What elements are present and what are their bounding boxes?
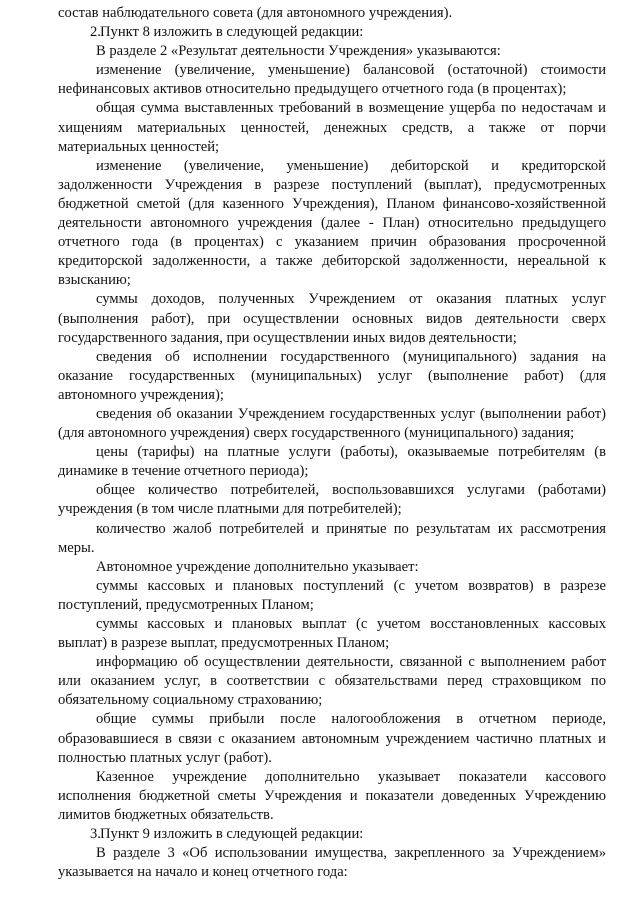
paragraph: общие суммы прибыли после налогообложения в отчетном периоде, образовавшиеся в связи с оказанием автономным учреждением частично платных и полностью платных услуг (работ).: [58, 711, 606, 766]
paragraph: общее количество потребителей, воспользовавшихся услугами (работами) учреждения (в том числе платными для потребителей);: [58, 482, 606, 518]
item-number: 3.: [90, 826, 101, 843]
paragraph: Автономное учреждение дополнительно указывает:: [96, 558, 419, 575]
paragraph: изменение (увеличение, уменьшение) балансовой (остаточной) стоимости нефинансовых активов относительно предыдущего отчетного года (в процентах);: [58, 62, 606, 98]
paragraph: суммы кассовых и плановых поступлений (с учетом возвратов) в разрезе поступлений, предусмотренных Планом;: [58, 577, 606, 613]
paragraph: информацию об осуществлении деятельности, связанной с выполнением работ или оказанием услуг, в соответствии с обязательствами перед страховщиком по обязательному социальному страхованию;: [58, 654, 606, 709]
item-number: 2.: [90, 24, 101, 41]
paragraph: общая сумма выставленных требований в возмещение ущерба по недостачам и хищениям материальных ценностей, денежных средств, а также от порчи материальных ценностей;: [58, 100, 606, 155]
paragraph: В разделе 3 «Об использовании имущества, закрепленного за Учреждением» указывается на начало и конец отчетного года:: [58, 845, 606, 881]
paragraph: В разделе 2 «Результат деятельности Учреждения» указываются:: [96, 43, 501, 60]
paragraph: сведения об исполнении государственного (муниципального) задания на оказание государственных (муниципальных) услуг (выполнение работ) (для автономного учреждения);: [58, 348, 606, 403]
numbered-item-3: [58, 825, 606, 844]
paragraph: количество жалоб потребителей и принятые по результатам их рассмотрения меры.: [58, 520, 606, 556]
paragraph: Казенное учреждение дополнительно указывает показатели кассового исполнения бюджетной сметы Учреждения и показатели доведенных Учреждению лимитов бюджетных обязательств.: [58, 768, 606, 823]
paragraph: суммы доходов, полученных Учреждением от оказания платных услуг (выполнения работ), при осуществлении основных видов деятельности сверх государственного задания, при осуществлении иных видов деятельности;: [58, 291, 606, 346]
paragraph: суммы кассовых и плановых выплат (с учетом восстановленных кассовых выплат) в разрезе выплат, предусмотренных Планом;: [58, 616, 606, 652]
paragraph: цены (тарифы) на платные услуги (работы), оказываемые потребителям (в динамике в течение отчетного периода);: [58, 444, 606, 480]
paragraph: сведения об оказании Учреждением государственных услуг (выполнении работ) (для автономного учреждения) сверх государственного (муниципального) задания;: [58, 405, 606, 442]
paragraph-continuation: состав наблюдательного совета (для автономного учреждения).: [58, 5, 453, 21]
item-text: Пункт 8 изложить в следующей редакции:: [100, 24, 364, 41]
paragraph: изменение (увеличение, уменьшение) дебиторской и кредиторской задолженности Учреждения в разрезе поступлений (выплат), предусмотренных бюджетной сметой (для казенного Учреждения), Планом финансово-хозяйственной деятельности автономного учреждения (далее - План) относительно предыдущего отчетного года (в процентах) с указанием причин образования просроченной кредиторской задолженности, а также дебиторской задолженности, нереальной к взысканию;: [58, 157, 606, 289]
numbered-item-2: [58, 23, 606, 42]
item-text: Пункт 9 изложить в следующей редакции:: [100, 826, 364, 843]
